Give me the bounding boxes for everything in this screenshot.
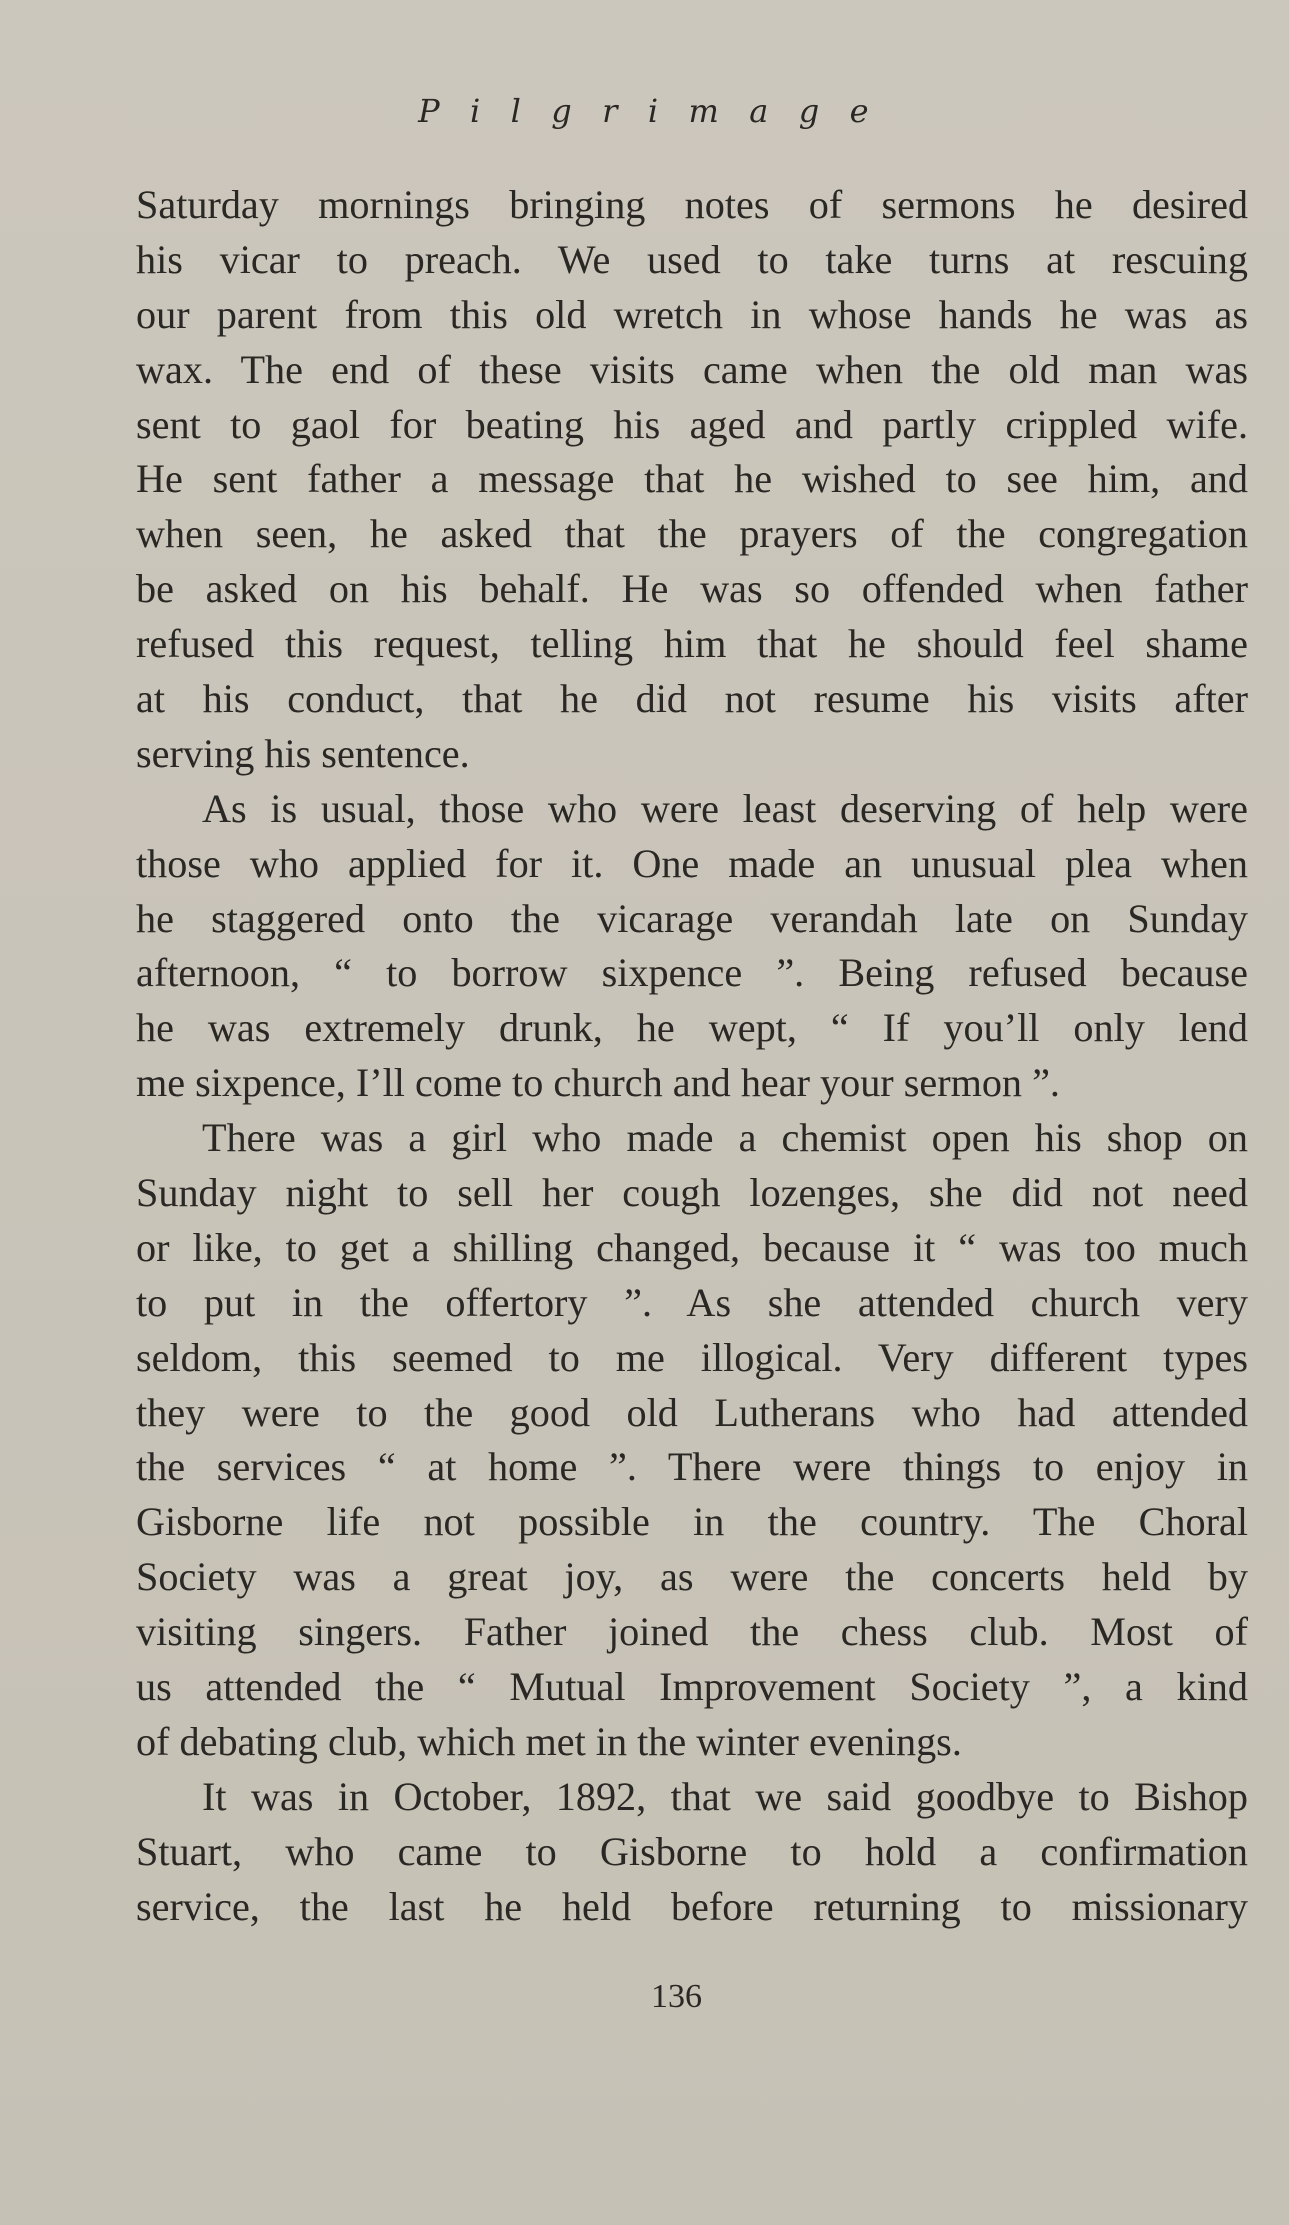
text-line: at his conduct, that he did not resume his visits after: [136, 676, 1248, 722]
text-line: Gisborne life not possible in the country. The Choral: [136, 1499, 1248, 1545]
text-line: he was extremely drunk, he wept, “ If you’ll only lend: [136, 1005, 1248, 1051]
text-line: afternoon, “ to borrow sixpence ”. Being refused because: [136, 950, 1248, 996]
text-line: Sunday night to sell her cough lozenges, she did not need: [136, 1170, 1248, 1216]
text-line: they were to the good old Lutherans who had attended: [136, 1389, 1248, 1435]
text-line: be asked on his behalf. He was so offended when father: [136, 566, 1248, 612]
text-line: me sixpence, I’ll come to church and hear your sermon ”.: [136, 1060, 1060, 1106]
text-line: seldom, this seemed to me illogical. Very different types: [136, 1334, 1248, 1380]
page-number: 136: [651, 1978, 702, 2015]
text-line: of debating club, which met in the winter evenings.: [136, 1718, 962, 1764]
text-line: refused this request, telling him that he should feel shame: [136, 621, 1248, 667]
text-line: his vicar to preach. We used to take turns at rescuing: [136, 236, 1248, 282]
text-line: He sent father a message that he wished to see him, and: [136, 456, 1248, 502]
text-line: sent to gaol for beating his aged and partly crippled wife.: [136, 401, 1248, 447]
text-line: It was in October, 1892, that we said goodbye to Bishop: [202, 1773, 1248, 1819]
text-line: There was a girl who made a chemist open his shop on: [202, 1115, 1248, 1161]
text-line: Stuart, who came to Gisborne to hold a confirmation: [136, 1828, 1248, 1874]
text-line: wax. The end of these visits came when the old man was: [136, 346, 1248, 392]
text-line: service, the last he held before returning to missionary: [136, 1883, 1248, 1929]
text-line: Saturday mornings bringing notes of sermons he desired: [136, 182, 1248, 227]
text-line: the services “ at home ”. There were things to enjoy in: [136, 1444, 1248, 1490]
text-line: or like, to get a shilling changed, because it “ was too much: [136, 1224, 1248, 1270]
text-line: As is usual, those who were least deserving of help were: [202, 785, 1248, 831]
body-text: [136, 178, 1248, 1935]
text-line: us attended the “ Mutual Improvement Society ”, a kind: [136, 1664, 1248, 1710]
text-line: he staggered onto the vicarage verandah late on Sunday: [136, 895, 1248, 941]
text-line: visiting singers. Father joined the chess club. Most of: [136, 1609, 1248, 1655]
running-title: Pilgrimage: [418, 92, 899, 130]
text-line: when seen, he asked that the prayers of the congregation: [136, 511, 1248, 557]
text-line: serving his sentence.: [136, 730, 470, 776]
text-line: Society was a great joy, as were the concerts held by: [136, 1554, 1248, 1600]
text-line: those who applied for it. One made an unusual plea when: [136, 840, 1248, 886]
text-line: our parent from this old wretch in whose hands he was as: [136, 291, 1248, 337]
text-line: to put in the offertory ”. As she attended church very: [136, 1279, 1248, 1325]
